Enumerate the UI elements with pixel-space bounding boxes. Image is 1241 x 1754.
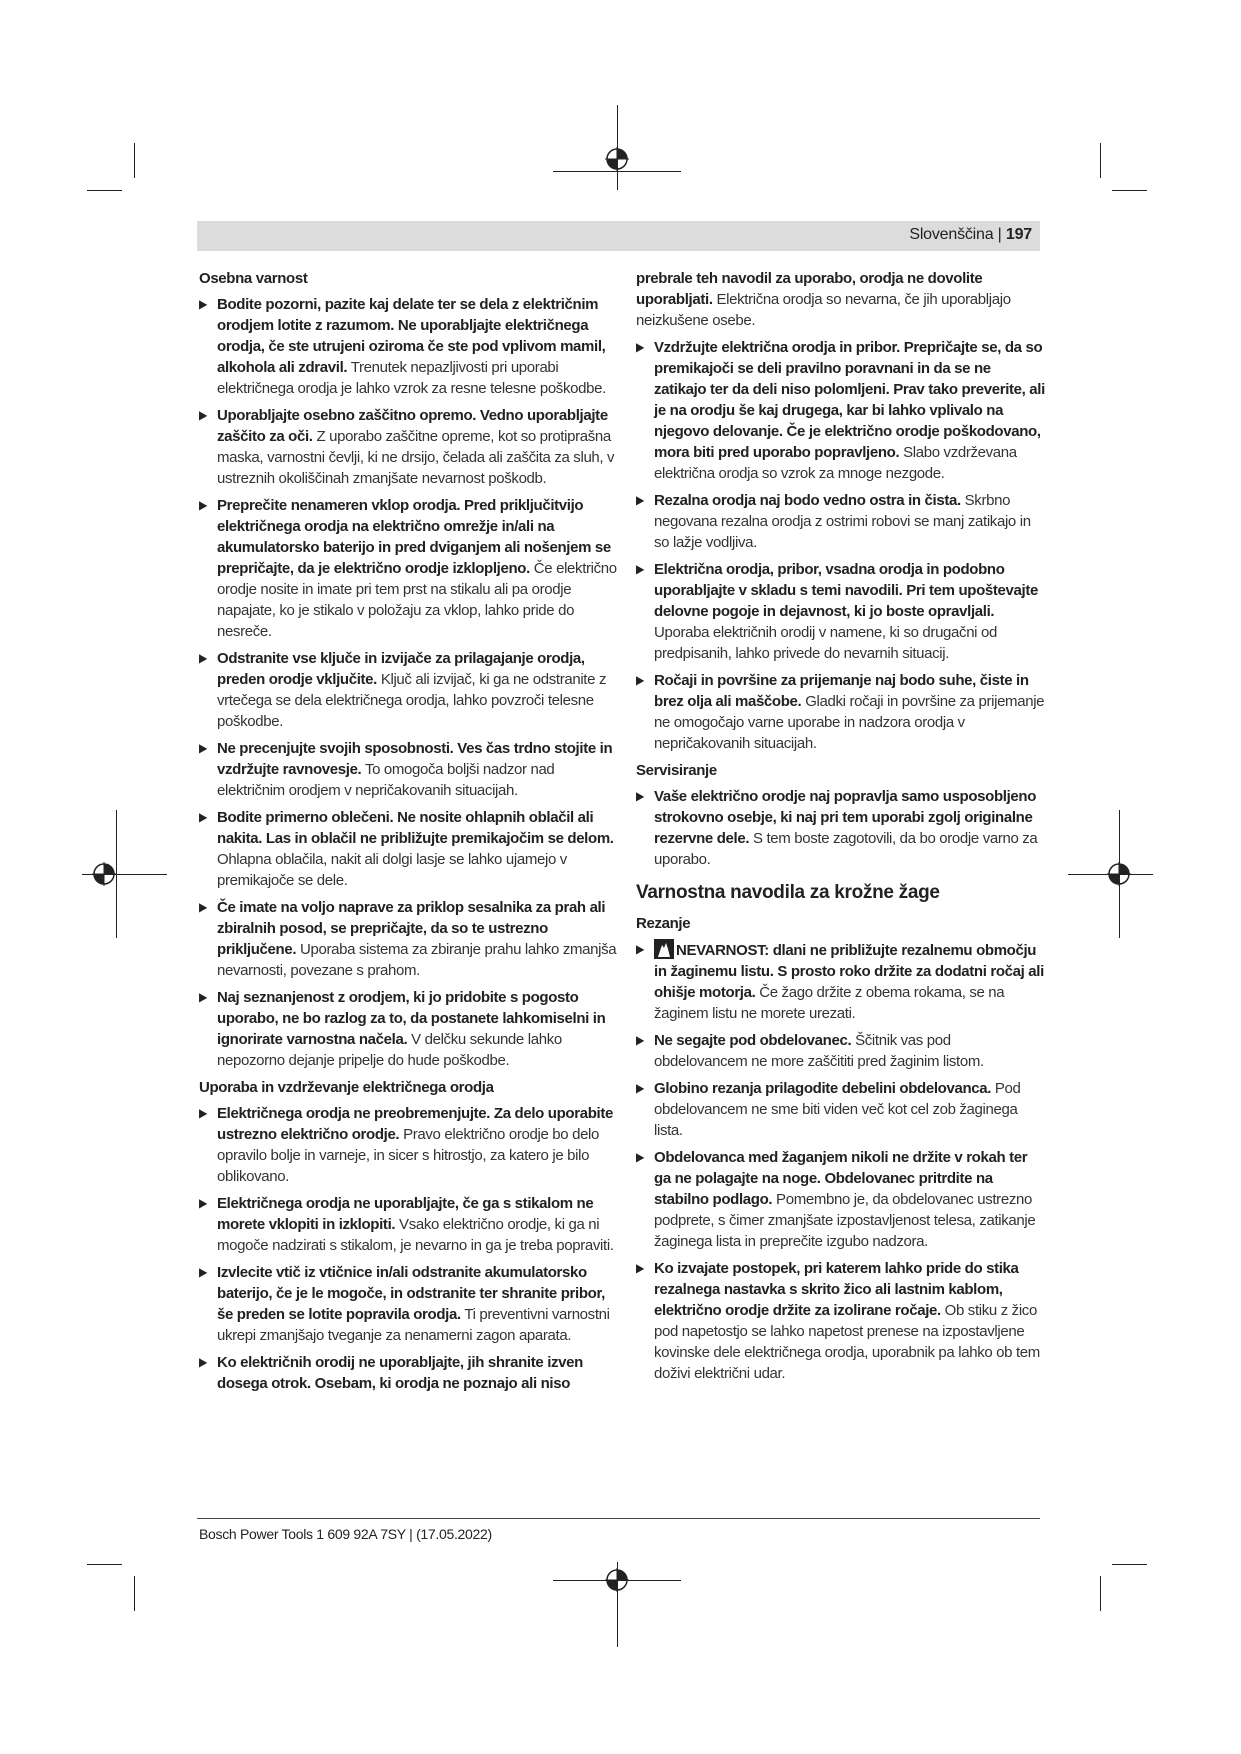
chapter-heading: Varnostna navodila za krožne žage (636, 882, 940, 903)
list-item (636, 1078, 1046, 1141)
left-column (199, 268, 619, 1400)
item-text: V delčku sekunde lahko nepozorno dejanje pripelje do hude poškodbe. (217, 1031, 562, 1069)
page-header (197, 221, 1040, 251)
item-bold: Električnega orodja ne preobremenjujte. Za delo uporabite ustrezno električno orodje. (217, 1105, 613, 1143)
list-item (199, 1262, 619, 1346)
hand-warning-icon (654, 939, 674, 959)
item-bold: Izvlecite vtič iz vtičnice in/ali odstranite akumulatorsko baterijo, če je le mogoče, in odstranite ter shranite pribor, še preden se lotite popravila orodja. (217, 1264, 605, 1323)
item-text: Trenutek nepazljivosti pri uporabi električnega orodja je lahko vzrok za resne telesne poškodbe. (217, 359, 606, 397)
bullet-icon: ▶ (199, 1355, 207, 1369)
bullet-icon: ▶ (199, 498, 207, 512)
list-item (199, 1103, 619, 1187)
bullet-icon: ▶ (199, 900, 207, 914)
item-bold: Ne segajte pod obdelovanec. (654, 1032, 852, 1049)
item-bold: prebrale teh navodil za uporabo, orodja ne dovolite uporabljati. (636, 270, 983, 308)
item-bold: Ročaji in površine za prijemanje naj bodo suhe, čiste in brez olja ali maščobe. (654, 672, 1029, 710)
bullet-icon: ▶ (636, 1033, 644, 1047)
item-text: Pod obdelovancem ne sme biti viden več kot cel zob žaginega lista. (654, 1080, 1021, 1139)
registration-mark-icon (92, 862, 116, 886)
bullet-icon: ▶ (199, 297, 207, 311)
list-item (636, 1030, 1046, 1072)
section-heading: Rezanje (636, 915, 691, 932)
crop-mark (134, 1576, 135, 1611)
item-bold: Ko izvajate postopek, pri katerem lahko pride do stika rezalnega nastavka s skrito žico ali lastnim kablom, električno orodje držite za izolirane ročaje. (654, 1260, 1019, 1319)
bullet-icon: ▶ (199, 1106, 207, 1120)
item-text: Ohlapna oblačila, nakit ali dolgi lasje se lahko ujamejo v premikajoče se dele. (217, 851, 567, 889)
item-bold: Če imate na voljo naprave za priklop sesalnika za prah ali zbiralnih posod, se prepričajte, da so te ustrezno priključene. (217, 899, 606, 958)
item-text: Pomembno je, da obdelovanec ustrezno podprete, s čimer zmanjšate izpostavljenost telesa, zatikanje žaginega lista in preprečite izgubo nadzora. (654, 1191, 1036, 1250)
registration-line (553, 171, 681, 172)
list-item (199, 495, 619, 642)
item-text: Skrbno negovana rezalna orodja z ostrimi robovi se manj zatikajo in so lažje vodljiva. (654, 492, 1031, 551)
bullet-icon: ▶ (199, 1265, 207, 1279)
registration-line (116, 810, 117, 938)
item-bold: Ko električnih orodij ne uporabljajte, jih shranite izven dosega otrok. Osebam, ki orodja ne poznajo ali niso (217, 1354, 583, 1392)
footer-text: Bosch Power Tools 1 609 92A 7SY | (17.05.2022) (199, 1526, 492, 1542)
bullet-icon: ▶ (636, 673, 644, 687)
bullet-icon: ▶ (199, 810, 207, 824)
list-item (199, 405, 619, 489)
right-column (636, 268, 1046, 1390)
bullet-icon: ▶ (636, 340, 644, 354)
item-text: Električna orodja so nevarna, če jih uporabljajo neizkušene osebe. (636, 291, 1011, 329)
header-language: Slovenščina (909, 226, 994, 243)
bullet-icon: ▶ (199, 741, 207, 755)
bullet-icon: ▶ (199, 408, 207, 422)
item-text: Vsako električno orodje, ki ga ni mogoče nadzirati s stikalom, je nevarno in ga je treba popraviti. (217, 1216, 614, 1254)
bullet-icon: ▶ (636, 1261, 644, 1275)
registration-mark-icon (605, 147, 629, 171)
bullet-icon: ▶ (199, 651, 207, 665)
item-bold: Odstranite vse ključe in izvijače za prilagajanje orodja, preden orodje vključite. (217, 650, 585, 688)
item-text: Če električno orodje nosite in imate pri tem prst na stikalu ali pa orodje napajate, ko je stikalo v položaju za vklop, lahko pride do nesreče. (217, 560, 617, 640)
list-item (636, 490, 1046, 553)
bullet-icon: ▶ (636, 1081, 644, 1095)
crop-mark (87, 1564, 122, 1565)
list-item (636, 1258, 1046, 1384)
item-bold: Bodite primerno oblečeni. Ne nosite ohlapnih oblačil ali nakita. Las in oblačil ne približujte premikajočim se delom. (217, 809, 614, 847)
bullet-icon: ▶ (636, 493, 644, 507)
item-text: S tem boste zagotovili, da bo orodje varno za uporabo. (654, 830, 1038, 868)
item-bold: Električna orodja, pribor, vsadna orodja in podobno uporabljajte v skladu s temi navodili. Pri tem upoštevajte delovne pogoje in dejavnost, ki jo boste opravljali. (654, 561, 1038, 620)
section-heading: Osebna varnost (199, 270, 308, 287)
item-bold: Uporabljajte osebno zaščitno opremo. Vedno uporabljajte zaščito za oči. (217, 407, 608, 445)
crop-mark (87, 190, 122, 191)
item-text: Gladki ročaji in površine za prijemanje ne omogočajo varne uporabe in nadzora orodja v nepričakovanih situacijah. (654, 693, 1045, 752)
bullet-icon: ▶ (636, 1150, 644, 1164)
list-item (199, 294, 619, 399)
item-bold: Električnega orodja ne uporabljajte, če ga s stikalom ne morete vklopiti in izklopiti. (217, 1195, 594, 1233)
item-bold: Preprečite nenameren vklop orodja. Pred priključitvijo električnega orodja na električno omrežje in/ali na akumulatorsko baterijo in pred dviganjem ali nošenjem se prepričajte, da je električno orodje izklopljeno. (217, 497, 611, 577)
bullet-icon: ▶ (636, 789, 644, 803)
item-text: To omogoča boljši nadzor nad električnim orodjem v nepričakovanih situacijah. (217, 761, 555, 799)
list-item (199, 807, 619, 891)
page-number: 197 (1005, 226, 1032, 243)
item-bold: Globino rezanja prilagodite debelini obdelovanca. (654, 1080, 992, 1097)
item-text: Z uporabo zaščitne opreme, kot so protiprašna maska, varnostni čevlji, ki ne drsijo, čelada ali zaščita za sluh, v ustreznih okoliščinah zmanjšate nevarnost poškodb. (217, 428, 615, 487)
registration-mark-icon (605, 1568, 629, 1592)
item-bold: Obdelovanca med žaganjem nikoli ne držite v rokah ter ga ne polagajte na noge. Obdelovanec pritrdite na stabilno podlago. (654, 1149, 1028, 1208)
item-bold: Bodite pozorni, pazite kaj delate ter se dela z električnim orodjem lotite z razumom. Ne uporabljajte električnega orodja, če ste utrujeni oziroma če ste pod vplivom mamil, alkohola ali zdravil. (217, 296, 606, 376)
item-text: Pravo električno orodje bo delo opravilo bolje in varneje, in sicer s hitrostjo, za katero je bilo oblikovano. (217, 1126, 600, 1185)
section-heading: Servisiranje (636, 762, 717, 779)
list-item (636, 559, 1046, 664)
registration-mark-icon (1107, 862, 1131, 886)
list-item (199, 1193, 619, 1256)
item-text: Ščitnik vas pod obdelovancem ne more zaščititi pred žaginim listom. (654, 1032, 984, 1070)
crop-mark (1100, 1576, 1101, 1611)
item-text: Ključ ali izvijač, ki ga ne odstranite z vrtečega se dela električnega orodja, lahko povzroči telesne poškodbe. (217, 671, 607, 730)
section-heading: Uporaba in vzdrževanje električnega orodja (199, 1079, 494, 1096)
item-text: Slabo vzdrževana električna orodja so vzrok za mnoge nezgode. (654, 444, 1017, 482)
list-item (199, 897, 619, 981)
item-bold: NEVARNOST: dlani ne približujte rezalnemu območju in žaginemu listu. S prosto roko držite za dodatni ročaj ali ohišje motorja. (654, 942, 1044, 1001)
item-bold: Ne precenjujte svojih sposobnosti. Ves čas trdno stojite in vzdržujte ravnovesje. (217, 740, 613, 778)
list-item (636, 1147, 1046, 1252)
item-text: Ob stiku z žico pod napetostjo se lahko napetost prenese na izpostavljene kovinske dele električnega orodja, uporabnik pa lahko ob tem doživi električni udar. (654, 1302, 1040, 1382)
list-item (199, 738, 619, 801)
list-item (199, 648, 619, 732)
list-item-continued (636, 268, 1046, 331)
header-text: Slovenščina | 197 (909, 226, 1032, 243)
crop-mark (134, 143, 135, 178)
list-item (636, 786, 1046, 870)
item-bold: Vzdržujte električna orodja in pribor. Prepričajte se, da so premikajoči se deli pravilno poravnani in da se ne zatikajo ter da deli niso polomljeni. Prav tako preverite, ali je na orodju še kaj drugega, kar bi lahko vplivalo na njegovo delovanje. Če je električno orodje poškodovano, mora biti pred uporabo popravljeno. (654, 339, 1045, 461)
item-bold: Naj seznanjenost z orodjem, ki jo pridobite s pogosto uporabo, ne bo razlog za to, da postanete lahkomiselni in ignorirate varnostna načela. (217, 989, 606, 1048)
list-item (636, 670, 1046, 754)
crop-mark (1112, 1564, 1147, 1565)
bullet-icon: ▶ (636, 562, 644, 576)
item-bold: Vaše električno orodje naj popravlja samo usposobljeno strokovno osebje, ki naj pri tem uporabi zgolj originalne rezervne dele. (654, 788, 1037, 847)
list-item (636, 337, 1046, 484)
item-bold: Rezalna orodja naj bodo vedno ostra in čista. (654, 492, 961, 509)
item-text: Uporaba sistema za zbiranje prahu lahko zmanjša nevarnosti, povezane s prahom. (217, 941, 617, 979)
list-item (199, 1352, 619, 1394)
bullet-icon: ▶ (199, 990, 207, 1004)
item-text: Če žago držite z obema rokama, se na žaginem listu ne morete urezati. (654, 984, 1005, 1022)
list-item (636, 939, 1046, 1024)
crop-mark (1100, 143, 1101, 178)
bullet-icon: ▶ (199, 1196, 207, 1210)
list-item (199, 987, 619, 1071)
crop-mark (1112, 190, 1147, 191)
bullet-icon: ▶ (636, 942, 644, 956)
item-text: Ti preventivni varnostni ukrepi zmanjšajo tveganje za nenamerni zagon aparata. (217, 1306, 610, 1344)
item-text: Uporaba električnih orodij v namene, ki so drugačni od predpisanih, lahko privede do nevarnih situacij. (654, 624, 997, 662)
footer-rule (197, 1518, 1040, 1519)
